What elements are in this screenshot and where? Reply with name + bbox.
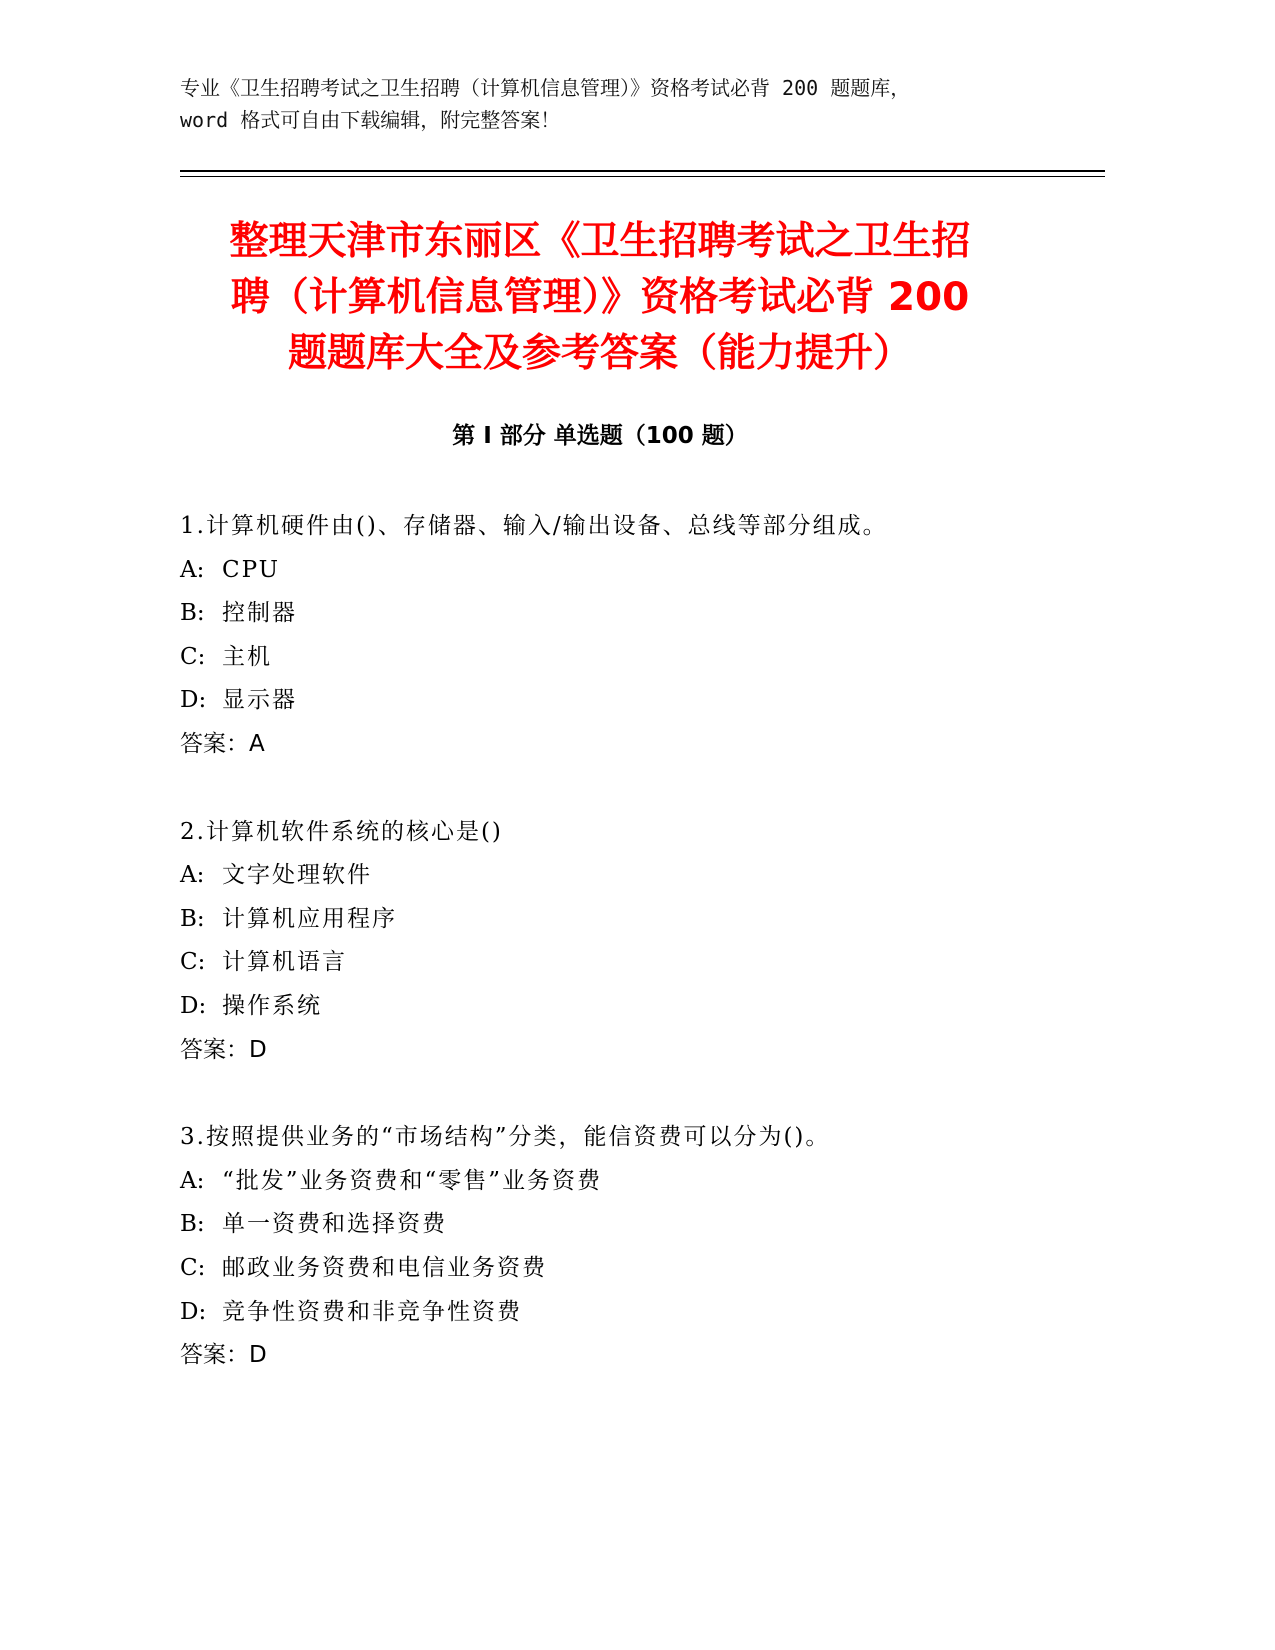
header-line-2: word 格式可自由下载编辑，附完整答案！ [180,108,561,132]
question-stem: 3.按照提供业务的“市场结构”分类，能信资费可以分为()。 [180,1124,831,1151]
question-1 [180,506,1140,768]
option-letter: B: [180,905,205,932]
option-letter: D: [180,687,207,714]
option-text: 单一资费和选择资费 [222,1211,447,1238]
title-line-3: 题题库大全及参考答案（能力提升） [287,331,912,376]
answer-line: 答案：D [180,1036,267,1063]
option-c [180,1248,1140,1292]
option-text: 文字处理软件 [222,862,372,889]
option-d [180,680,1140,724]
option-d [180,986,1140,1030]
option-letter: A: [180,1167,205,1194]
title-line-1: 整理天津市东丽区《卫生招聘考试之卫生招 [229,219,971,264]
option-letter: D: [180,992,207,1019]
header-rule-thin [180,176,1105,177]
option-letter: D: [180,1298,207,1325]
answer-line: 答案：A [180,730,265,757]
option-text: 计算机应用程序 [222,905,397,932]
option-b [180,593,1140,637]
question-stem: 2.计算机软件系统的核心是() [180,818,503,845]
option-a [180,1161,1140,1205]
option-text: “批发”业务资费和“零售”业务资费 [222,1167,603,1194]
question-2 [180,812,1140,1074]
option-d [180,1292,1140,1336]
option-a [180,550,1140,594]
option-text: 竞争性资费和非竞争性资费 [222,1298,522,1325]
option-text: 主机 [222,643,272,670]
answer-line: 答案：D [180,1342,267,1369]
option-text: 计算机语言 [222,949,347,976]
option-text: 操作系统 [222,992,322,1019]
option-text: 显示器 [222,687,297,714]
document-header [180,72,1080,136]
option-text: 控制器 [222,600,297,627]
question-3 [180,1117,1140,1379]
option-letter: C: [180,643,206,670]
option-b [180,1204,1140,1248]
question-stem: 1.计算机硬件由()、存储器、输入/输出设备、总线等部分组成。 [180,513,888,539]
option-text: CPU [222,556,281,583]
option-letter: A: [180,556,205,583]
option-letter: B: [180,1211,205,1238]
option-letter: C: [180,949,206,976]
option-c [180,942,1140,986]
option-b [180,899,1140,943]
option-a [180,855,1140,899]
option-letter: C: [180,1254,206,1281]
section-title: 第 I 部分 单选题（100 题） [452,423,748,449]
title-line-2: 聘（计算机信息管理）》资格考试必背 200 [230,275,970,320]
header-rule-thick [180,170,1105,172]
option-letter: A: [180,862,205,889]
option-c [180,637,1140,681]
document-title [160,214,1040,382]
option-text: 邮政业务资费和电信业务资费 [222,1254,547,1281]
option-letter: B: [180,600,205,627]
question-list [180,506,1140,1423]
header-line-1: 专业《卫生招聘考试之卫生招聘（计算机信息管理）》资格考试必背 200 题题库， [180,76,911,100]
